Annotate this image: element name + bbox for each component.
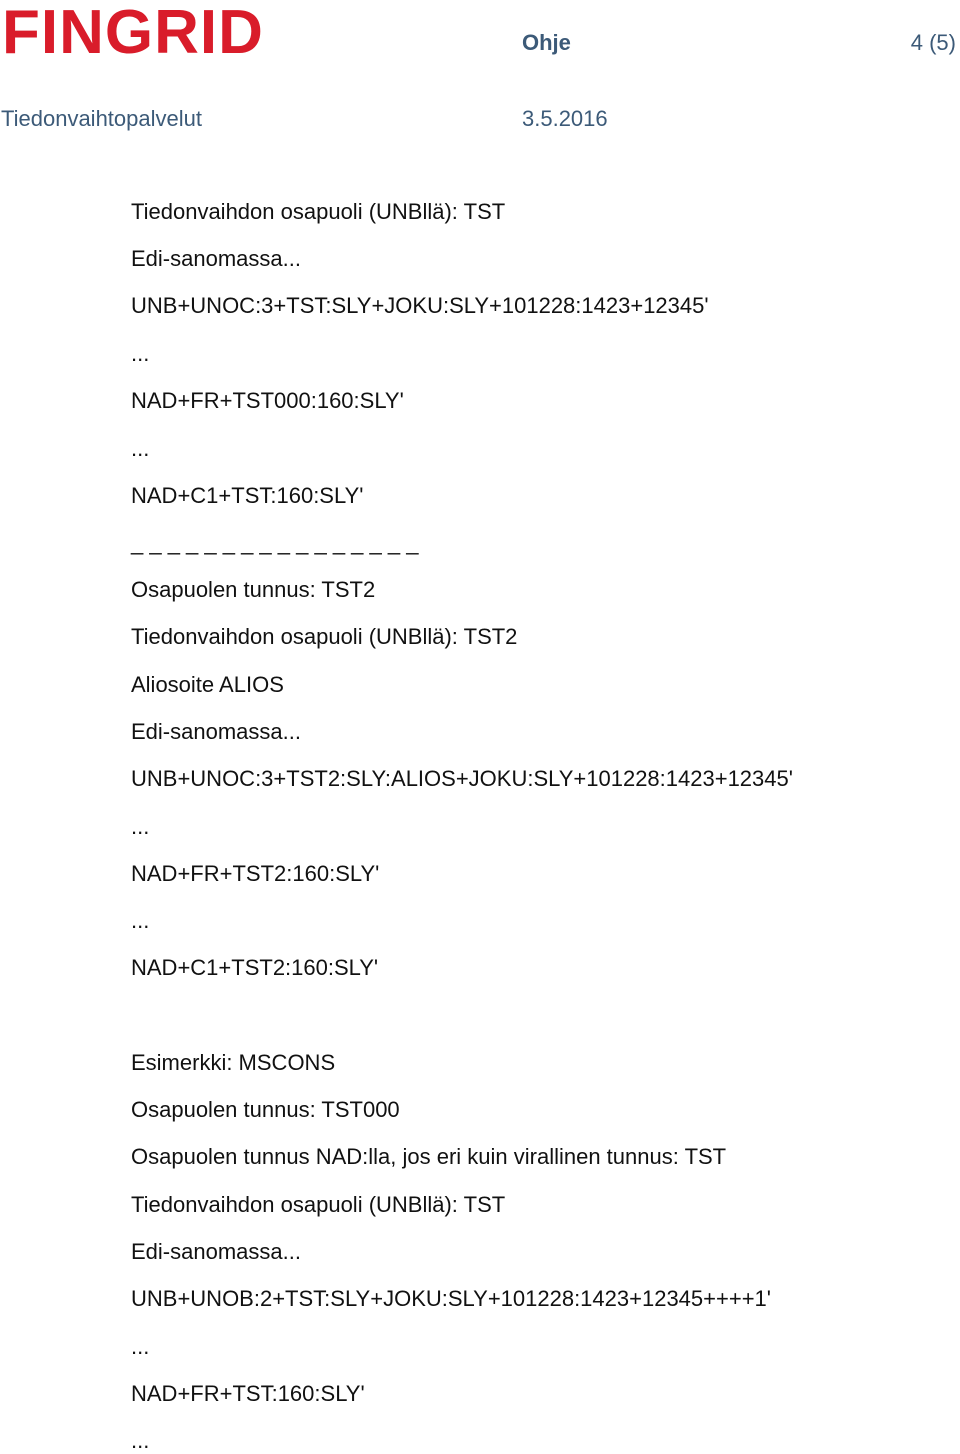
text-line: Edi-sanomassa... — [131, 719, 301, 744]
ellipsis-line: ... — [131, 908, 150, 933]
edi-segment: UNB+UNOC:3+TST:SLY+JOKU:SLY+101228:1423+12345' — [131, 293, 709, 318]
page-number: 4 (5) — [910, 30, 956, 55]
text-line: Aliosoite ALIOS — [131, 672, 284, 697]
edi-segment: NAD+FR+TST000:160:SLY' — [131, 388, 404, 413]
example-heading: Esimerkki: MSCONS — [131, 1050, 336, 1075]
edi-segment: NAD+FR+TST2:160:SLY' — [131, 861, 380, 886]
ellipsis-line: ... — [131, 436, 150, 461]
text-line: Tiedonvaihdon osapuoli (UNBllä): TST2 — [131, 624, 518, 649]
document-date: 3.5.2016 — [522, 106, 608, 131]
edi-segment: NAD+FR+TST:160:SLY' — [131, 1381, 365, 1406]
department-name: Tiedonvaihtopalvelut — [1, 106, 202, 131]
document-type: Ohje — [522, 30, 571, 55]
text-line: Tiedonvaihdon osapuoli (UNBllä): TST — [131, 1192, 506, 1217]
fingrid-logo: FINGRID — [2, 0, 264, 67]
text-line: Osapuolen tunnus: TST000 — [131, 1097, 400, 1122]
separator-line: _ _ _ _ _ _ _ _ _ _ _ _ _ _ _ _ — [131, 530, 419, 555]
edi-segment: NAD+C1+TST2:160:SLY' — [131, 955, 379, 980]
edi-segment: UNB+UNOB:2+TST:SLY+JOKU:SLY+101228:1423+12345++++1' — [131, 1286, 771, 1311]
text-line: Tiedonvaihdon osapuoli (UNBllä): TST — [131, 199, 506, 224]
text-line: Edi-sanomassa... — [131, 246, 301, 271]
edi-segment: UNB+UNOC:3+TST2:SLY:ALIOS+JOKU:SLY+101228:1423+12345' — [131, 766, 793, 791]
text-line: Edi-sanomassa... — [131, 1239, 301, 1264]
text-line: Osapuolen tunnus: TST2 — [131, 577, 376, 602]
edi-segment: NAD+C1+TST:160:SLY' — [131, 483, 364, 508]
ellipsis-line: ... — [131, 341, 150, 366]
ellipsis-line: ... — [131, 1334, 150, 1359]
ellipsis-line: ... — [131, 814, 150, 839]
ellipsis-line: ... — [131, 1428, 150, 1453]
text-line: Osapuolen tunnus NAD:lla, jos eri kuin virallinen tunnus: TST — [131, 1144, 727, 1169]
